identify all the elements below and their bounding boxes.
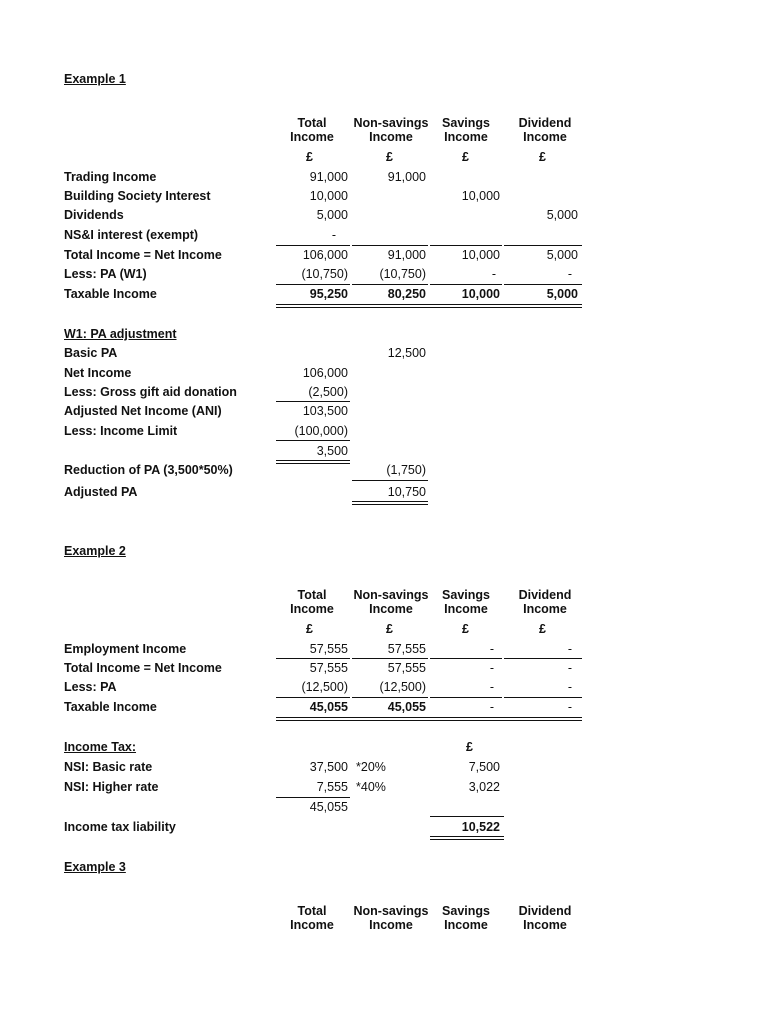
example-3-title: Example 3 — [64, 860, 126, 874]
income-tax-liability-rule — [430, 816, 504, 817]
ex1-rule-savings — [430, 245, 502, 246]
w1-row-label: Less: Income Limit — [64, 424, 178, 438]
ex1-header-savings: Savings Income — [442, 116, 490, 144]
ex2-row-label: Less: PA — [64, 680, 117, 694]
ex1-currency-total: £ — [306, 150, 313, 164]
ex2-cell: 57,555 — [387, 642, 426, 656]
ex2-rule-savings — [430, 658, 502, 659]
ex1-cell: 80,250 — [387, 287, 426, 301]
ex1-cell: 5,000 — [546, 208, 578, 222]
ex2-rule-non-savings — [352, 658, 428, 659]
income-tax-amount: 37,500 — [309, 760, 348, 774]
w1-double-rule — [352, 501, 428, 505]
ex2-cell: - — [489, 680, 494, 694]
ex1-cell: - — [567, 267, 572, 281]
ex1-rule-non-savings — [352, 245, 428, 246]
income-tax-rate: *20% — [356, 760, 386, 774]
w1-cell: 103,500 — [302, 404, 348, 418]
income-tax-currency: £ — [466, 740, 473, 754]
ex1-cell: (10,750) — [301, 267, 348, 281]
ex3-header-non-savings: Non-savings Income — [353, 904, 429, 932]
example-1-title: Example 1 — [64, 72, 126, 86]
ex2-cell: - — [567, 642, 572, 656]
income-tax-subtotal: 45,055 — [309, 800, 348, 814]
ex1-row-label: Dividends — [64, 208, 124, 222]
ex2-cell: 45,055 — [309, 700, 348, 714]
ex2-rule-non-savings — [352, 697, 428, 698]
ex2-header-total: Total Income — [290, 588, 334, 616]
income-tax-liability-label: Income tax liability — [64, 820, 176, 834]
ex1-cell: 10,000 — [461, 287, 500, 301]
w1-cell: (1,750) — [386, 463, 426, 477]
ex1-cell: - — [331, 228, 336, 242]
ex2-cell: - — [567, 661, 572, 675]
w1-row-label: Reduction of PA (3,500*50%) — [64, 463, 233, 477]
ex1-cell: - — [491, 267, 496, 281]
ex2-cell: (12,500) — [301, 680, 348, 694]
w1-double-rule — [276, 460, 350, 464]
ex2-rule-dividend — [504, 658, 582, 659]
ex2-header-dividend: Dividend Income — [518, 588, 572, 616]
ex1-row-label: Trading Income — [64, 170, 157, 184]
ex1-cell: 10,000 — [309, 189, 348, 203]
ex2-cell: 45,055 — [387, 700, 426, 714]
w1-cell: (100,000) — [294, 424, 348, 438]
ex1-row-label: Less: PA (W1) — [64, 267, 147, 281]
income-tax-value: 3,022 — [468, 780, 500, 794]
w1-cell: (2,500) — [308, 385, 348, 399]
ex1-rule-total — [276, 284, 350, 285]
ex2-currency-dividend: £ — [539, 622, 546, 636]
ex1-currency-dividend: £ — [539, 150, 546, 164]
income-tax-rate: *40% — [356, 780, 386, 794]
ex1-rule-total — [276, 245, 350, 246]
ex1-currency-savings: £ — [462, 150, 469, 164]
ex1-header-non-savings: Non-savings Income — [353, 116, 429, 144]
ex1-cell: 91,000 — [387, 248, 426, 262]
ex2-cell: 57,555 — [309, 661, 348, 675]
ex1-cell: 91,000 — [309, 170, 348, 184]
ex1-rule-dividend — [504, 245, 582, 246]
ex2-row-label: Employment Income — [64, 642, 187, 656]
ex2-cell: - — [489, 661, 494, 675]
ex1-cell: (10,750) — [379, 267, 426, 281]
ex1-header-total: Total Income — [290, 116, 334, 144]
w1-cell: 3,500 — [316, 444, 348, 458]
ex1-row-label: Taxable Income — [64, 287, 157, 301]
ex2-cell: 57,555 — [387, 661, 426, 675]
ex1-rule-dividend — [504, 284, 582, 285]
ex2-cell: (12,500) — [379, 680, 426, 694]
ex2-header-non-savings: Non-savings Income — [353, 588, 429, 616]
ex2-currency-savings: £ — [462, 622, 469, 636]
income-tax-row-label: NSI: Basic rate — [64, 760, 153, 774]
ex2-cell: - — [489, 642, 494, 656]
income-tax-title: Income Tax: — [64, 740, 137, 754]
ex2-cell: - — [489, 700, 494, 714]
ex2-header-savings: Savings Income — [442, 588, 490, 616]
ex2-currency-non-savings: £ — [386, 622, 393, 636]
ex1-cell: 5,000 — [316, 208, 348, 222]
income-tax-rule — [276, 797, 350, 798]
ex2-rule-dividend — [504, 697, 582, 698]
ex2-cell: 57,555 — [309, 642, 348, 656]
income-tax-row-label: NSI: Higher rate — [64, 780, 159, 794]
ex1-cell: 5,000 — [546, 248, 578, 262]
ex2-cell: - — [567, 700, 572, 714]
ex2-rule-total — [276, 697, 350, 698]
w1-rule — [276, 440, 350, 441]
ex1-double-rule — [276, 304, 582, 308]
w1-row-label: Adjusted PA — [64, 485, 138, 499]
ex2-row-label: Taxable Income — [64, 700, 157, 714]
ex1-cell: 10,000 — [461, 189, 500, 203]
example-2-title: Example 2 — [64, 544, 126, 558]
ex1-row-label: Building Society Interest — [64, 189, 211, 203]
w1-rule — [276, 401, 350, 402]
ex1-row-label: NS&I interest (exempt) — [64, 228, 199, 242]
ex1-cell: 95,250 — [309, 287, 348, 301]
ex1-cell: 91,000 — [387, 170, 426, 184]
w1-row-label: Basic PA — [64, 346, 118, 360]
ex2-double-rule — [276, 717, 582, 721]
ex1-currency-non-savings: £ — [386, 150, 393, 164]
w1-row-label: Net Income — [64, 366, 132, 380]
ex1-cell: 10,000 — [461, 248, 500, 262]
ex2-currency-total: £ — [306, 622, 313, 636]
ex3-header-dividend: Dividend Income — [518, 904, 572, 932]
income-tax-value: 7,500 — [468, 760, 500, 774]
w1-row-label: Less: Gross gift aid donation — [64, 385, 237, 399]
w1-title: W1: PA adjustment — [64, 327, 177, 341]
w1-cell: 12,500 — [387, 346, 426, 360]
income-tax-liability-double-rule — [430, 836, 504, 840]
ex1-cell: 106,000 — [302, 248, 348, 262]
ex3-header-savings: Savings Income — [442, 904, 490, 932]
w1-row-label: Adjusted Net Income (ANI) — [64, 404, 222, 418]
ex1-cell: 5,000 — [546, 287, 578, 301]
income-tax-liability-value: 10,522 — [461, 820, 500, 834]
w1-cell: 10,750 — [387, 485, 426, 499]
ex3-header-total: Total Income — [290, 904, 334, 932]
w1-rule — [352, 480, 428, 481]
ex1-header-dividend: Dividend Income — [518, 116, 572, 144]
w1-cell: 106,000 — [302, 366, 348, 380]
ex2-rule-savings — [430, 697, 502, 698]
ex1-rule-non-savings — [352, 284, 428, 285]
ex2-rule-total — [276, 658, 350, 659]
income-tax-amount: 7,555 — [316, 780, 348, 794]
ex2-row-label: Total Income = Net Income — [64, 661, 222, 675]
ex1-row-label: Total Income = Net Income — [64, 248, 222, 262]
ex2-cell: - — [567, 680, 572, 694]
ex1-rule-savings — [430, 284, 502, 285]
